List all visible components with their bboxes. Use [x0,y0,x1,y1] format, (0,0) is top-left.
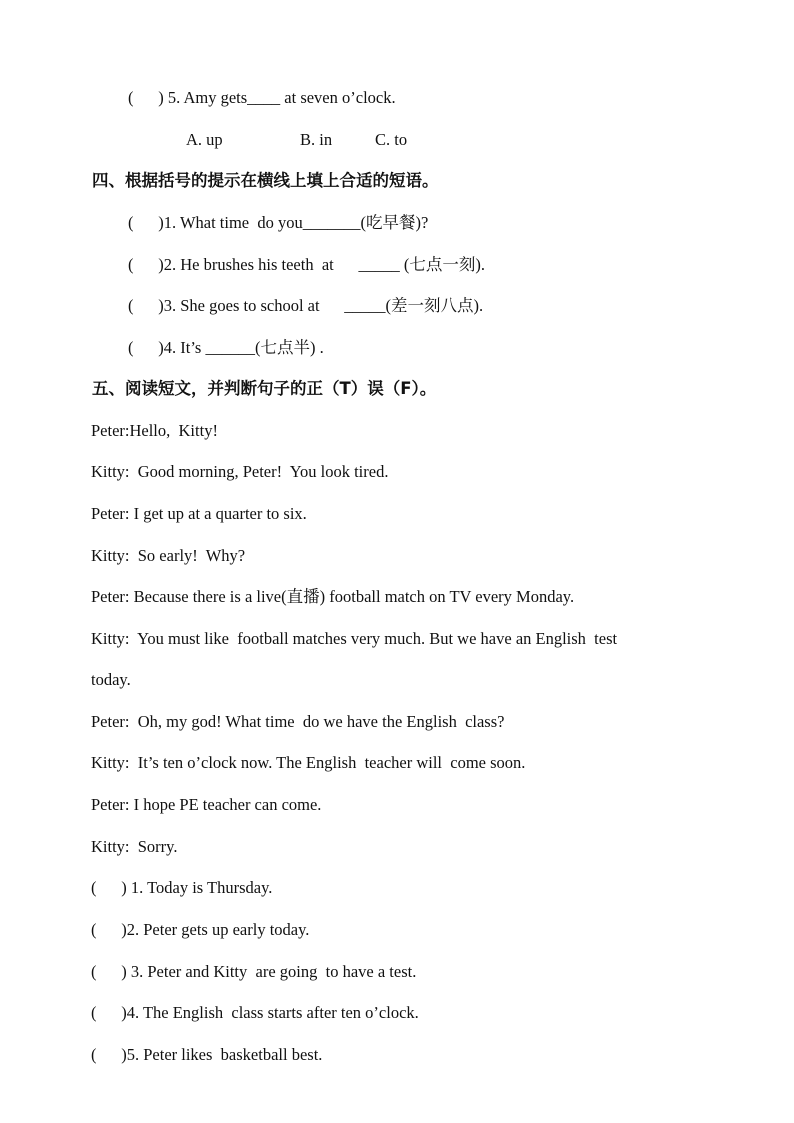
question-5: ( )5. Peter likes basketball best. [91,1045,323,1064]
dialogue-line-11: Kitty: Sorry. [91,837,178,856]
q5-line: ( ) 5. Amy gets____ at seven o’clock. [128,88,396,107]
dialogue-line-9: Kitty: It’s ten o’clock now. The English teacher will come soon. [91,753,526,772]
dialogue-line-5: Peter: Because there is a live(直播) football match on TV every Monday. [91,587,575,606]
section4-item-4: ( )4. It’s ______(七点半) . [128,338,324,357]
question-3: ( ) 3. Peter and Kitty are going to have a test. [91,962,417,981]
dialogue-line-6: Kitty: You must like football matches very much. But we have an English test [91,629,618,648]
option-b: B. in [300,130,333,149]
section4-heading: 四、根据括号的提示在横线上填上合适的短语。 [92,171,439,190]
section5-heading: 五、阅读短文，并判断句子的正（T）误（F）。 [92,379,437,398]
question-4: ( )4. The English class starts after ten o’clock. [91,1003,419,1022]
option-c: C. to [375,130,408,149]
dialogue-line-4: Kitty: So early! Why? [91,546,246,565]
section4-item-3: ( )3. She goes to school at _____(差一刻八点). [128,296,484,315]
dialogue-line-2: Kitty: Good morning, Peter! You look tired. [91,462,389,481]
question-2: ( )2. Peter gets up early today. [91,920,310,939]
dialogue-line-10: Peter: I hope PE teacher can come. [91,795,322,814]
section4-item-2: ( )2. He brushes his teeth at _____ (七点一刻). [128,255,485,274]
option-a: A. up [186,130,223,149]
question-1: ( ) 1. Today is Thursday. [91,878,273,897]
dialogue-line-3: Peter: I get up at a quarter to six. [91,504,307,523]
dialogue-line-8: Peter: Oh, my god! What time do we have the English class? [91,712,505,731]
dialogue-line-7: today. [91,670,131,689]
section4-item-1: ( )1. What time do you_______(吃早餐)? [128,213,429,232]
dialogue-line-1: Peter:Hello, Kitty! [91,421,218,440]
